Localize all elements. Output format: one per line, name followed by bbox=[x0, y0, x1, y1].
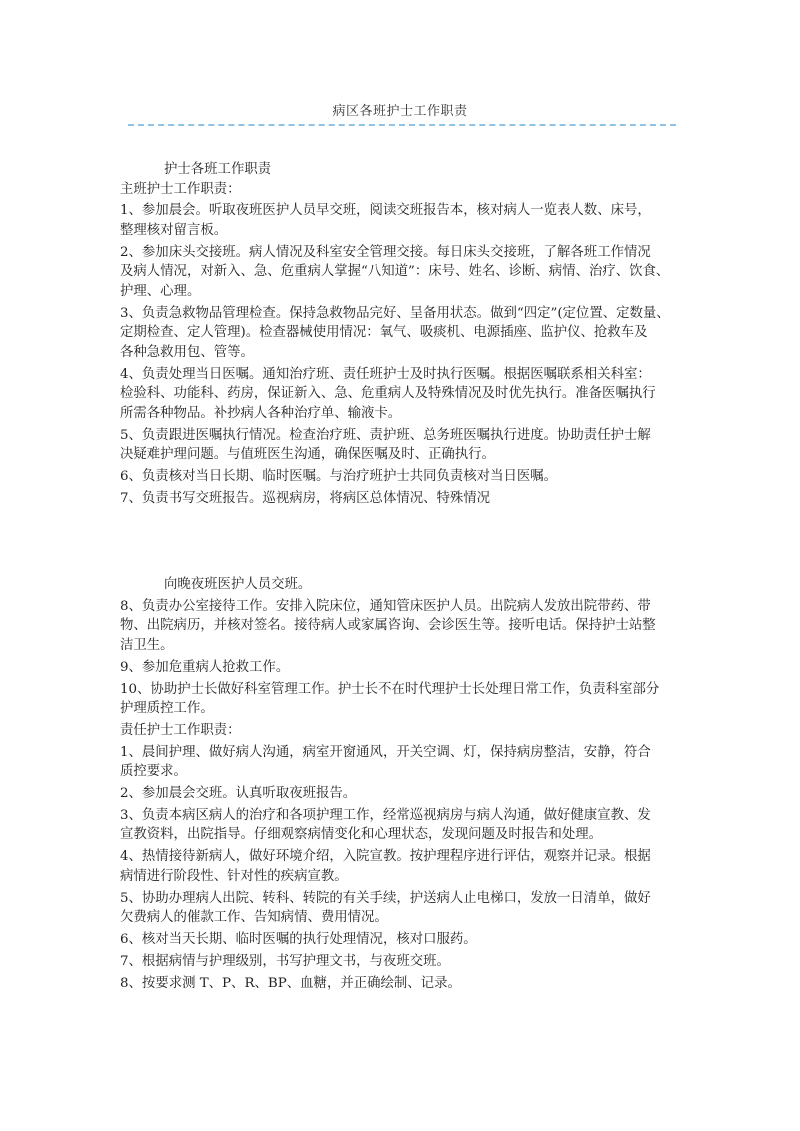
duty-line: 洁卫生。 bbox=[120, 637, 174, 653]
duty-line: 8、负责办公室接待工作。安排入院床位，通知管床医护人员。出院病人发放出院带药、带 bbox=[120, 598, 651, 614]
duty-line: 及病人情况，对新入、急、危重病人掌握“八知道”：床号、姓名、诊断、病情、治疗、饮食、 bbox=[120, 264, 670, 280]
duty-line: 5、协助办理病人出院、转科、转院的有关手续，护送病人止电梯口，发放一日清单，做好 bbox=[120, 890, 651, 906]
duty-item bbox=[120, 806, 680, 845]
duty-line: 宣教资料，出院指导。仔细观察病情变化和心理状态，发现问题及时报告和处理。 bbox=[120, 827, 603, 843]
duty-line: 4、热情接待新病人，做好环境介绍，入院宣教。按护理程序进行评估，观察并记录。根据 bbox=[120, 849, 651, 865]
duty-item bbox=[120, 743, 680, 782]
section-subheading: 责任护士工作职责： bbox=[120, 722, 241, 738]
duty-line: 3、负责本病区病人的治疗和各项护理工作，经常巡视病房与病人沟通，做好健康宣教、发 bbox=[120, 807, 651, 823]
document-title: 病区各班护士工作职责 bbox=[332, 104, 468, 119]
duty-line: 检验科、功能科、药房，保证新入、急、危重病人及特殊情况及时优先执行。准备医嘱执行 bbox=[120, 386, 656, 402]
section-two bbox=[120, 575, 680, 995]
duty-item bbox=[120, 680, 680, 719]
duty-line: 各种急救用包、管等。 bbox=[120, 344, 254, 360]
duty-item bbox=[120, 304, 680, 363]
duty-item bbox=[120, 243, 680, 302]
duty-item bbox=[120, 201, 680, 240]
duty-item bbox=[120, 889, 680, 928]
duty-line: 6、核对当天长期、临时医嘱的执行处理情况，核对口服药。 bbox=[120, 931, 477, 947]
duty-line: 决疑难护理问题。与值班医生沟通，确保医嘱及时、正确执行。 bbox=[120, 447, 495, 463]
duty-line: 定期检查、定人管理)。检查器械使用情况：氧气、吸痰机、电源插座、监护仪、抢救车及 bbox=[120, 325, 648, 341]
duty-item bbox=[120, 489, 680, 509]
duty-line: 8、按要求测 T、P、R、BP、血糖，并正确绘制、记录。 bbox=[120, 975, 461, 991]
duty-item bbox=[120, 952, 680, 972]
duty-line: 护理质控工作。 bbox=[120, 701, 214, 717]
duty-item bbox=[120, 597, 680, 656]
duty-line: 整理核对留言板。 bbox=[120, 222, 228, 238]
duty-line: 病情进行阶段性、针对性的疾病宣教。 bbox=[120, 868, 348, 884]
duty-line: 5、负责跟进医嘱执行情况。检查治疗班、责护班、总务班医嘱执行进度。协助责任护士解 bbox=[120, 427, 651, 443]
duty-line: 4、负责处理当日医嘱。通知治疗班、责任班护士及时执行医嘱。根据医嘱联系相关科室： bbox=[120, 366, 651, 382]
duty-line: 欠费病人的催款工作、告知病情、费用情况。 bbox=[120, 910, 388, 926]
duty-line: 1、晨间护理、做好病人沟通，病室开窗通风，开关空调、灯，保持病房整洁，安静，符合 bbox=[120, 744, 651, 760]
duty-item bbox=[120, 426, 680, 465]
section-heading: 护士各班工作职责 bbox=[164, 162, 272, 177]
duty-line: 7、负责书写交班报告。巡视病房，将病区总体情况、特殊情况 bbox=[120, 490, 491, 506]
duty-item bbox=[120, 847, 680, 886]
duty-line: 护理、心理。 bbox=[120, 283, 201, 299]
duty-line: 9、参加危重病人抢救工作。 bbox=[120, 659, 290, 675]
duty-item bbox=[120, 365, 680, 424]
duty-item bbox=[120, 974, 680, 994]
section-subheading: 主班护士工作职责： bbox=[120, 181, 241, 197]
duty-line: 6、负责核对当日长期、临时医嘱。与治疗班护士共同负责核对当日医嘱。 bbox=[120, 469, 558, 485]
duty-line: 所需各种物品。补抄病人各种治疗单、输液卡。 bbox=[120, 405, 402, 421]
duty-line: 物、出院病历，并核对签名。接待病人或家属咨询、会诊医生等。接听电话。保持护士站整 bbox=[120, 618, 656, 634]
duty-item bbox=[120, 467, 680, 487]
duty-line: 1、参加晨会。听取夜班医护人员早交班，阅读交班报告本，核对病人一览表人数、床号， bbox=[120, 203, 651, 219]
duty-line: 7、根据病情与护理级别，书写护理文书，与夜班交班。 bbox=[120, 953, 450, 969]
duty-item bbox=[120, 658, 680, 678]
duty-line: 3、负责急救物品管理检查。保持急救物品完好、呈备用状态。做到“四定”(定位置、定数量、 bbox=[120, 305, 670, 321]
duty-item bbox=[120, 930, 680, 950]
duty-line: 质控要求。 bbox=[120, 764, 187, 780]
title-divider bbox=[128, 124, 676, 126]
duty-item bbox=[120, 784, 680, 804]
duty-line: 2、参加晨会交班。认真听取夜班报告。 bbox=[120, 786, 357, 802]
section-one bbox=[120, 160, 680, 511]
continuation-line: 向晚夜班医护人员交班。 bbox=[164, 577, 312, 592]
duty-line: 2、参加床头交接班。病人情况及科室安全管理交接。每日床头交接班，了解各班工作情况 bbox=[120, 244, 651, 260]
duty-line: 10、协助护士长做好科室管理工作。护士长不在时代理护士长处理日常工作，负责科室部分 bbox=[120, 681, 660, 697]
